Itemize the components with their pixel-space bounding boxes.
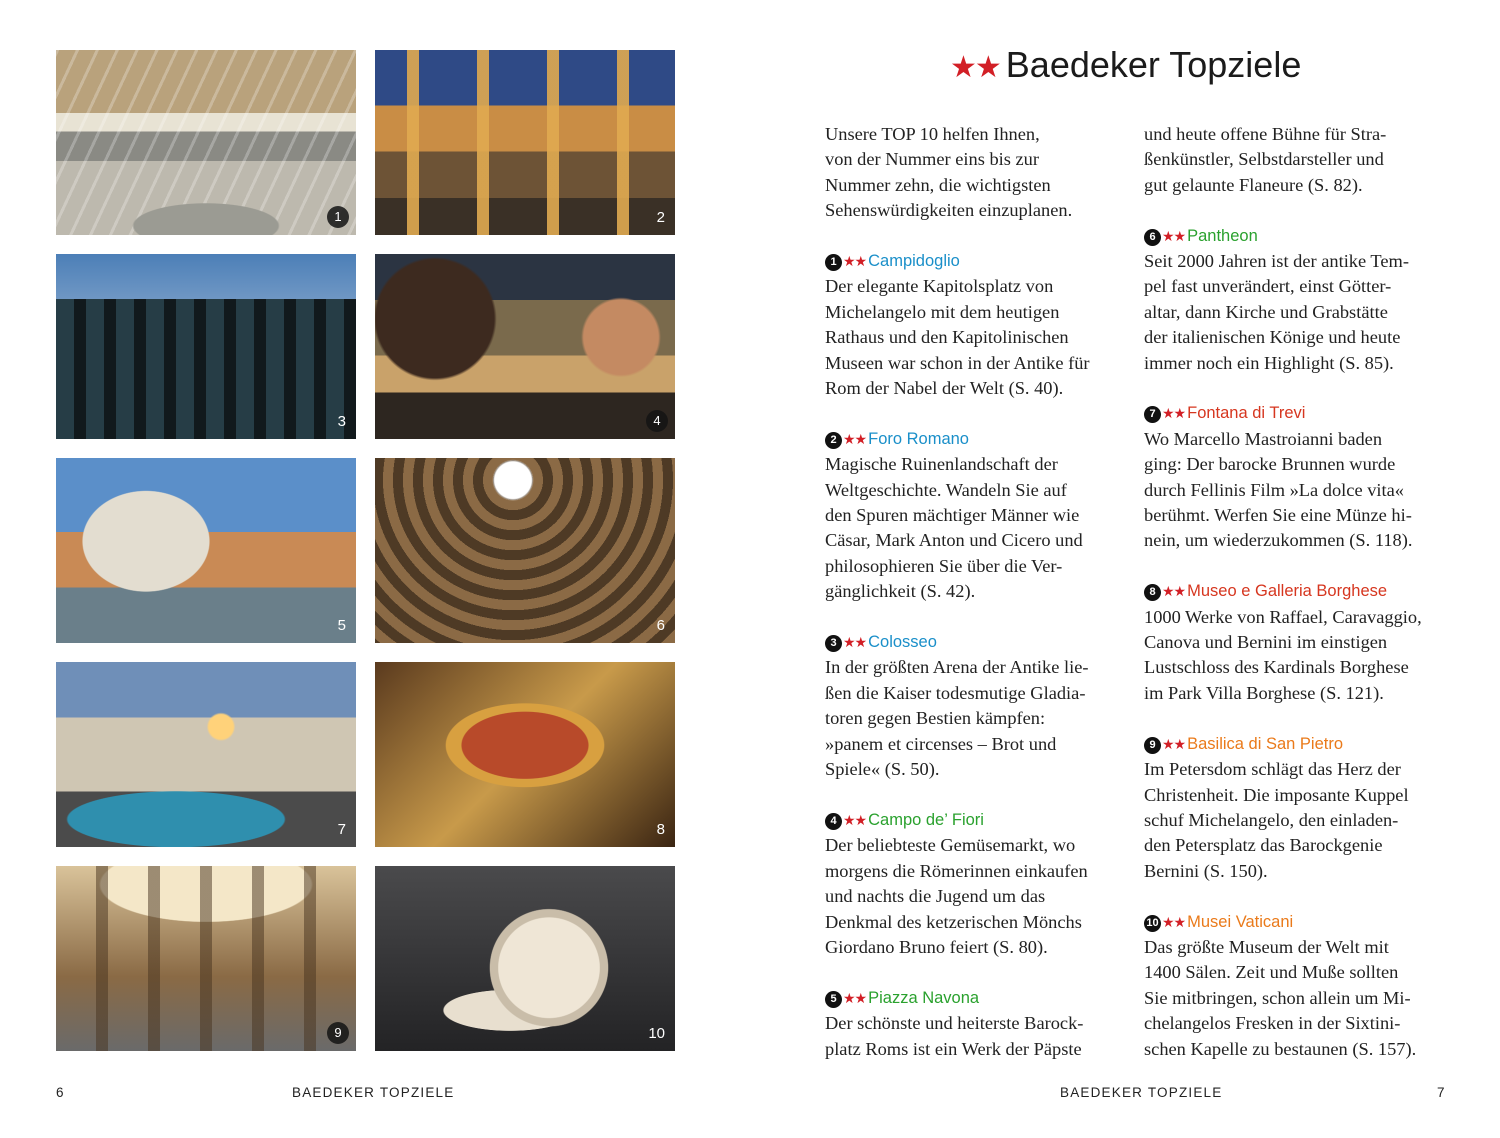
entry-name: Piazza Navona <box>868 988 980 1007</box>
entry-number-badge: 1 <box>825 254 842 271</box>
photo-number: 4 <box>646 410 668 432</box>
entry-name: Foro Romano <box>868 429 969 448</box>
entry-number-badge: 5 <box>825 991 842 1008</box>
entry-5 <box>825 986 1130 1062</box>
entry-text: Der beliebteste Gemüsemarkt, wo morgens die Römerinnen einkaufen und nachts die Jugend um das Denkmal des ketzerischen Mönchs Giordano Bruno feiert (S. 80). <box>825 835 1088 957</box>
title-stars-icon: ★★ <box>950 51 1000 84</box>
photo-number: 9 <box>327 1022 349 1044</box>
entry-name: Campidoglio <box>868 252 960 271</box>
star-icon: ★★ <box>843 989 867 1006</box>
photo-number: 1 <box>327 206 349 228</box>
entry-1 <box>825 249 1130 401</box>
star-icon: ★★ <box>843 430 867 447</box>
photo-musei-vaticani <box>375 866 675 1051</box>
star-icon: ★★ <box>1162 583 1186 600</box>
star-icon: ★★ <box>1162 735 1186 752</box>
photo-number: 10 <box>648 1025 665 1042</box>
photo-campidoglio <box>56 50 356 235</box>
photo-colosseo <box>56 254 356 439</box>
entry-text: In der größten Arena der Antike lie- ßen die Kaiser todesmutige Gladia- toren gegen Bestien kämpfen: »panem et circenses – Brot und Spiele« (S. 50). <box>825 657 1089 780</box>
page-number-left: 6 <box>56 1085 65 1100</box>
photo-number: 3 <box>337 413 346 430</box>
entry-name: Basilica di San Pietro <box>1187 734 1344 753</box>
entry-text: Seit 2000 Jahren ist der antike Tem- pel fast unverändert, einst Götter- altar, dann Kirche und Grabstätte der italienischen Könige und heute immer noch ein Highlight (S. 85). <box>1144 251 1409 373</box>
entry-text: Im Petersdom schlägt das Herz der Christenheit. Die imposante Kuppel schuf Michelangelo, den einladen- den Petersplatz das Barockgenie Bernini (S. 150). <box>1144 759 1409 881</box>
star-icon: ★★ <box>843 634 867 651</box>
entry-number-badge: 8 <box>1144 584 1161 601</box>
star-icon: ★★ <box>843 253 867 270</box>
star-icon: ★★ <box>1162 227 1186 244</box>
entry-name: Fontana di Trevi <box>1187 404 1306 423</box>
entry-2 <box>825 427 1130 605</box>
entry-4 <box>825 808 1130 960</box>
entry-number-badge: 6 <box>1144 229 1161 246</box>
star-icon: ★★ <box>843 811 867 828</box>
photo-number: 8 <box>656 821 665 838</box>
photo-san-pietro <box>56 866 356 1051</box>
entry-9 <box>1144 732 1449 884</box>
photo-pantheon <box>375 458 675 643</box>
entry-number-badge: 7 <box>1144 406 1161 423</box>
running-head-right: BAEDEKER TOPZIELE <box>1060 1085 1223 1100</box>
entry-number-badge: 4 <box>825 813 842 830</box>
page-number-right: 7 <box>1437 1085 1446 1100</box>
photo-piazza-navona <box>56 458 356 643</box>
running-head-left: BAEDEKER TOPZIELE <box>292 1085 455 1100</box>
photo-foro-romano <box>375 50 675 235</box>
entry-number-badge: 10 <box>1144 915 1161 932</box>
entry-text: 1000 Werke von Raffael, Caravaggio, Canova und Bernini im einstigen Lustschloss des Kardinals Borghese im Park Villa Borghese (S. 121). <box>1144 606 1422 703</box>
entry-7 <box>1144 401 1449 553</box>
page-title <box>950 44 1301 86</box>
entry-text: Der schönste und heiterste Barock- platz Roms ist ein Werk der Päpste <box>825 1013 1084 1059</box>
entry-name: Campo de’ Fiori <box>868 810 984 829</box>
entry-text: Das größte Museum der Welt mit 1400 Sälen. Zeit und Muße sollten Sie mitbringen, schon allein um Mi- chelangelos Fresken in der Sixtini- schen Kapelle zu bestaunen (S. 157). <box>1144 936 1417 1059</box>
text-column-right <box>1144 122 1449 1062</box>
entry-name: Colosseo <box>868 633 937 652</box>
entry-8 <box>1144 579 1449 706</box>
entry-text: Der elegante Kapitolsplatz von Michelangelo mit dem heutigen Rathaus und den Kapitolinischen Museen war schon in der Antike für Rom der Nabel der Welt (S. 40). <box>825 276 1090 399</box>
entry-6 <box>1144 224 1449 376</box>
entry-name: Musei Vaticani <box>1187 912 1294 931</box>
entry-name: Museo e Galleria Borghese <box>1187 582 1388 601</box>
photo-galleria-borghese <box>375 662 675 847</box>
star-icon: ★★ <box>1162 913 1186 930</box>
text-column-left <box>825 122 1130 1062</box>
photo-number: 7 <box>337 821 346 838</box>
title-text: Baedeker Topziele <box>1005 44 1302 85</box>
photo-number: 2 <box>656 209 665 226</box>
star-icon: ★★ <box>1162 405 1186 422</box>
entry-10 <box>1144 910 1449 1062</box>
continued-text: und heute offene Bühne für Stra- ßenkünstler, Selbstdarsteller und gut gelaunte Flaneure (S. 82). <box>1144 124 1387 195</box>
entry-text: Wo Marcello Mastroianni baden ging: Der barocke Brunnen wurde durch Fellinis Film »La dolce vita« berühmt. Werfen Sie eine Münze hi- nein, um wiederzukommen (S. 118). <box>1144 428 1413 551</box>
entry-number-badge: 3 <box>825 635 842 652</box>
photo-fontana-di-trevi <box>56 662 356 847</box>
photo-campo-de-fiori <box>375 254 675 439</box>
photo-number: 5 <box>337 617 346 634</box>
photo-number: 6 <box>656 617 665 634</box>
entry-text: Magische Ruinenlandschaft der Weltgeschichte. Wandeln Sie auf den Spuren mächtiger Männer wie Cäsar, Mark Anton und Cicero und philosophieren Sie über die Ver- gänglichkeit (S. 42). <box>825 454 1083 602</box>
entry-number-badge: 2 <box>825 432 842 449</box>
intro-text: Unsere TOP 10 helfen Ihnen, von der Nummer eins bis zur Nummer zehn, die wichtigsten Sehenswürdigkeiten einzuplanen. <box>825 124 1073 221</box>
entry-number-badge: 9 <box>1144 737 1161 754</box>
entry-3 <box>825 630 1130 782</box>
entry-name: Pantheon <box>1187 226 1258 245</box>
